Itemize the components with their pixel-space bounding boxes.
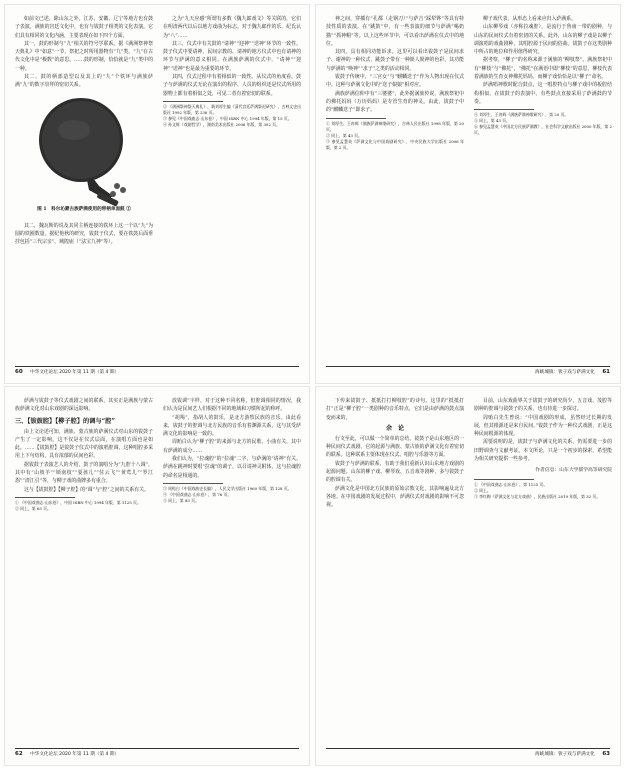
footnote: ③ 周贻白《中国戏曲史长编》，人民文学出版社 1960 年版，第 128 页。 [163, 485, 292, 491]
footnote-divider [163, 101, 223, 102]
body-paragraph: 目前，山东戏曲界关于钹鼓子的研究尚少，五音戏、茂腔等剧种的腔调与钹鼓子的关系，也有待进一步探讨。 [474, 398, 612, 413]
journal-name: 海峡城镇：钹子戏与萨满文化 [535, 370, 595, 375]
body-paragraph: 满族萨满信仰中有“三婆婆”，此外据满族传说，满族祭祀中的佛托妈妈（万历妈妈）是专管生育的神灵。由此，钹鼓子中的“麒麟送子”即求子。 [326, 90, 464, 114]
section-heading: 三、【钹鼓腔】【柳子腔】的调与“腔” [15, 417, 115, 425]
footnote-divider [326, 118, 386, 119]
footnote: ④ 孙文辉《戏剧哲学》，湖南美术出版社 2006 年版，第 302 页。 [163, 121, 280, 127]
body-paragraph: 周贻白认为“柳子腔”的来源与北方的民歌、小曲有关，其中有萨满的成分…… [163, 439, 301, 454]
journal-name: 中华文化论坛 2020 年第 11 期（第 4 期） [30, 370, 120, 375]
page-61 [315, 4, 621, 384]
conclusion-heading: 余 论 [385, 424, 404, 432]
body-paragraph: 萨满与钹鼓子等仪式戏剧之间的联系，其实正是满族与蒙古族萨满文化对山东戏剧的深远影响。 [15, 398, 153, 413]
footnote: ① 刘厚生、王冉辉《满族萨满神歌研究》，吉林人民出版社 1998 年版，第 20 页。 [326, 120, 464, 132]
body-paragraph: 柳子戏代表，从形态上看来应归入萨满系。 [483, 16, 576, 22]
body-paragraph: 之为“九天应感”所谓有多数《魏九郎戏文》等关联的，它们在明清两代以后以地方戏曲为标志。对于魏九郎作的乐、纪氏认为“八”…… [163, 16, 301, 39]
body-paragraph: 钹鼓子传统中，“三宫女”与“麒麟送子”作为人物出现在仪式中。这种与萨满文化中的“送子娘娘”相对应。 [326, 74, 464, 89]
figure-1 [15, 90, 153, 218]
footnote: ③ 参见《中国戏曲志·山东卷》，中国 ISBN 中心 1994 年版，第 15 页。 [163, 115, 292, 121]
footnote: ④ 《中国戏曲志·山东卷》，第 76 页。 [163, 491, 232, 497]
page-number: 62 [15, 751, 23, 757]
page-number: 61 [602, 369, 610, 375]
journal-name: 海峡城镇：钹子戏与萨满文化 [535, 752, 595, 757]
footnote: ② 同上，第 43 页。 [326, 132, 362, 138]
body-paragraph: 由上文论述可知，满族、蒙古族的萨满仪式对山东的钹鼓子产生了一定影响。这不仅是在仪式层面，在演唱方面也是如此。……【钹鼓腔】是钹鼓子仪式中的演唱腔调，这种唱腔多采用上下句结构，具有浓郁的民间色彩。 [15, 428, 153, 460]
footnote-divider [474, 479, 534, 480]
footnote-divider [15, 497, 75, 498]
footnote: ② 同上，第 65 页。 [15, 505, 51, 511]
page1-column-left [15, 15, 153, 355]
body-paragraph: 据钹鼓子表演艺人的介绍，鼓子的演唱分为“九腔十八调”，其中有“山坡羊”“锁南枝”“耍孩儿”“驻云飞”“黄莺儿”“罗江怨”“清江引”等，与柳子戏的曲牌多有重合。 [15, 461, 153, 485]
footnote: ⑤ 同上，第 43 页。 [474, 118, 510, 124]
page1-footer [15, 366, 299, 377]
body-paragraph: 下传来钹鼓子、抵抵打打柳枝腔”的诗句。这里的“抵抵打打”正是“柳子腔”一类剧种的音乐特点，它们是由萨满的鼓点演变而来的。 [326, 398, 464, 421]
body-paragraph: 放钹调”字样。对于这种不同名称，但腔调相同的情况，我们认为是民间艺人们根据不同的地域和习惯所起的称呼。 [163, 398, 301, 413]
body-paragraph: 钹鼓子与萨满的联系，有助于我们重新认识山东地方戏剧的起源问题。山东的柳子戏、柳琴戏、五音戏等剧种，多与钹鼓子的腔调有关。 [326, 460, 464, 484]
page4-footer [326, 748, 610, 759]
body-paragraph: 据考察，“柳子”的名称来源于满族的“柳枝祭”。满族祭祀中有“柳枝”与“佛托”，“佛托”在满语中即“柳枝”的意思，柳枝代表着满族的生育女神佛托妈妈，而柳子戏恰恰是以“柳子”命名。 [474, 57, 612, 81]
body-paragraph: 萨满唱神歌时配合鼓点，这一唱腔特点与柳子戏中的板腔结构相似。在钹鼓子的表演中，有些鼓点直接采用了萨满鼓的节奏。 [474, 82, 612, 105]
footnote: ③ 参见孟慧英《萨满文化与中国戏剧研究》，中央民族大学出版社 2006 年版，第 2 页。 [326, 138, 464, 150]
page-number: 60 [15, 369, 23, 375]
page3-footer [15, 748, 299, 759]
body-paragraph: 行文至此，可以做一个简单的总结。钹鼓子是山东地区的一种民间仪式戏剧，它的起源与满族、蒙古族的萨满文化有着密切的联系。这种联系主要体现在仪式、唱腔与乐器等方面。 [326, 435, 464, 459]
body-paragraph: 如前文已述，除山东之外，江苏、安徽、辽宁等地方也有鼓子表演，满族的宫廷文化中，也有与钹鼓子相类的文化表演。它们具有相同的文化内涵，主要表现在如下四个方面。 [15, 16, 153, 39]
page-62 [4, 386, 310, 766]
body-paragraph: 其三，仪式中有关鼓的“请神”“迎神”“送神”环节的一致性。鼓子仪式中要请神，民间宗教的、请神的地方仪式中也有请神的环节与萨满的意义相同。在满族萨满的仪式中，“请神”“迎神”“送神”也是最为重要的环节。 [163, 40, 301, 72]
body-paragraph: 我们认为，“拉魂腔”的“拉魂”二字，与萨满的“请神”有关。萨满在跳神时要唱“拉魂”的调子，以召请神灵附体，这与拉魂腔的命名是相通的。 [163, 456, 301, 479]
body-paragraph: 周贻白先生曾说：“中国戏剧的形成，虽然经过长期的发展，但其根源还是来自民间。”钹鼓子作为一种仪式戏剧，正是这种民间根源的体现。 [474, 414, 612, 438]
body-paragraph: 其一，鼓的形制与“九”相关的符号学联系。据《满洲祭神祭天典礼》中“如意”一节，祭祀之时所用器物有“九”类。“九”在古代文化中是“极数”的意思。……鼓的形制，恰恰就是“九”类中的一种。 [15, 40, 153, 72]
footnote: ② 同上。 [474, 487, 491, 493]
footnote: ① 《中国戏曲志·山东卷》，中国 ISBN 中心 1994 年版，第 1125 页。 [15, 499, 141, 505]
body-paragraph: 其二，鼓的柄部造型以及其上的“九”个铁环与满族萨满“九”的数字崇拜的密切关系。 [15, 74, 153, 89]
body-paragraph: 萨满文化是中国北方民族的原始宗教文化，其影响遍及北方各地。在中国戏剧的发展过程中，萨满仪式对戏剧的影响不可忽视。 [326, 485, 464, 509]
page-number: 63 [602, 751, 610, 757]
body-paragraph: 其二，魏瓦斯的说及其同主柄连接的铁环上这一个以“九”为圆的铁圈数量。据纪艳秋的研究，钹鼓子仪式，要在铁鼓后面垂挂包括“三代宗亲”、城隍庙（“法宝九神”等）。 [15, 222, 153, 246]
footnote: ④ 刘厚生、王冉辉《满族萨满神歌研究》，第 20 页。 [474, 112, 569, 118]
page1-column-right [163, 15, 301, 355]
body-paragraph: 其四，具有相同功能诉求。这里可以看出钹鼓子是民间求子、谢神的一种仪式，跳鼓子带有一种娱人娱神的色彩，其功能与萨满的“唤神”“求子”之类的活动相同。 [326, 49, 464, 72]
author-info: 作者信息：山东大学儒学高等研究院 [535, 468, 612, 474]
journal-name: 中华文化论坛 2020 年第 11 期（第 4 期） [30, 752, 120, 757]
footnote: ⑥ 参见孟慧英《中国北方民族萨满教》，社会科学文献出版社 2000 年版，第 2 页。 [474, 124, 612, 136]
body-paragraph: 神之间，穿插有“孔都（走钢刀）”与萨吉“踩犁铧”等具有特技性质的表演。在“跳鼓”中，有一些表演的细节与萨满“喝奶猫”“抓神帽”等。以上这些环节中，可以看出萨满在仪式中的地位。 [326, 16, 464, 47]
page2-column-right [474, 15, 612, 355]
footnote: ① 《中国戏曲志·山东卷》，第 1125 页。 [474, 481, 548, 487]
footnote: ⑤ 同上，第 85 页。 [163, 497, 199, 503]
body-paragraph: 这与【钹鼓腔】【柳子腔】的“调”与“腔”之间的关系有关。 [24, 486, 149, 493]
shaman-drum-image [29, 90, 139, 206]
body-paragraph: “胡羯”，指胡人的鼓乐，是北方游牧民族的音乐。由此看来，钹鼓子的腔调与北方民族的音乐有着渊源关系，这与其受萨满文化的影响是一致的。 [163, 414, 301, 438]
body-paragraph: 山东柳琴戏（亦称拉魂腔），是流行于鲁南一带的剧种，与山东的民间仪式有着密切的关系。此外，山东的柳子戏是以柳子调演唱的戏曲剧种，其唱腔源于民间的俗曲。钹鼓子在这类剧种中所占的地位和作用值得研究。 [474, 24, 612, 56]
footnote-divider [163, 483, 223, 484]
figure-1-caption: 图 1 科尔沁蒙古族萨满使用的带柄单面鼓 ① [37, 206, 131, 212]
page-63 [315, 386, 621, 766]
footnote: ② 《满洲祭神祭天典礼》，载刘厚生编《清代宫廷萨满祭祀研究》，吉林文史出版社 1992 年版，第 236 页。 [163, 103, 301, 115]
page2-footer [326, 366, 610, 377]
footnote-divider [474, 109, 534, 110]
footnote: ③ 李红梅《萨满文化与北方戏曲》，民族出版社 2019 年版，第 32 页。 [474, 493, 601, 499]
body-paragraph: 需要说明的是，钹鼓子与萨满文化的关系，仍需要进一步的田野调查与文献考证。本文所论，只是一个初步的探索，希望能为相关研究提供一些参考。 [474, 439, 612, 463]
page2-column-left [326, 15, 464, 355]
page3-column-left [15, 397, 153, 737]
page4-column-left [326, 397, 464, 737]
page-60 [4, 4, 310, 384]
page3-column-right [163, 397, 301, 737]
page4-column-right [474, 397, 612, 737]
body-paragraph: 其四，仪式过程中有着相似的一致性。从仪式的角度看，鼓子与萨满的仪式无论在演出的程序、人员的组织还是仪式所用的器物上都有着相似之处，可见二者有着密切的联系。 [163, 74, 301, 97]
